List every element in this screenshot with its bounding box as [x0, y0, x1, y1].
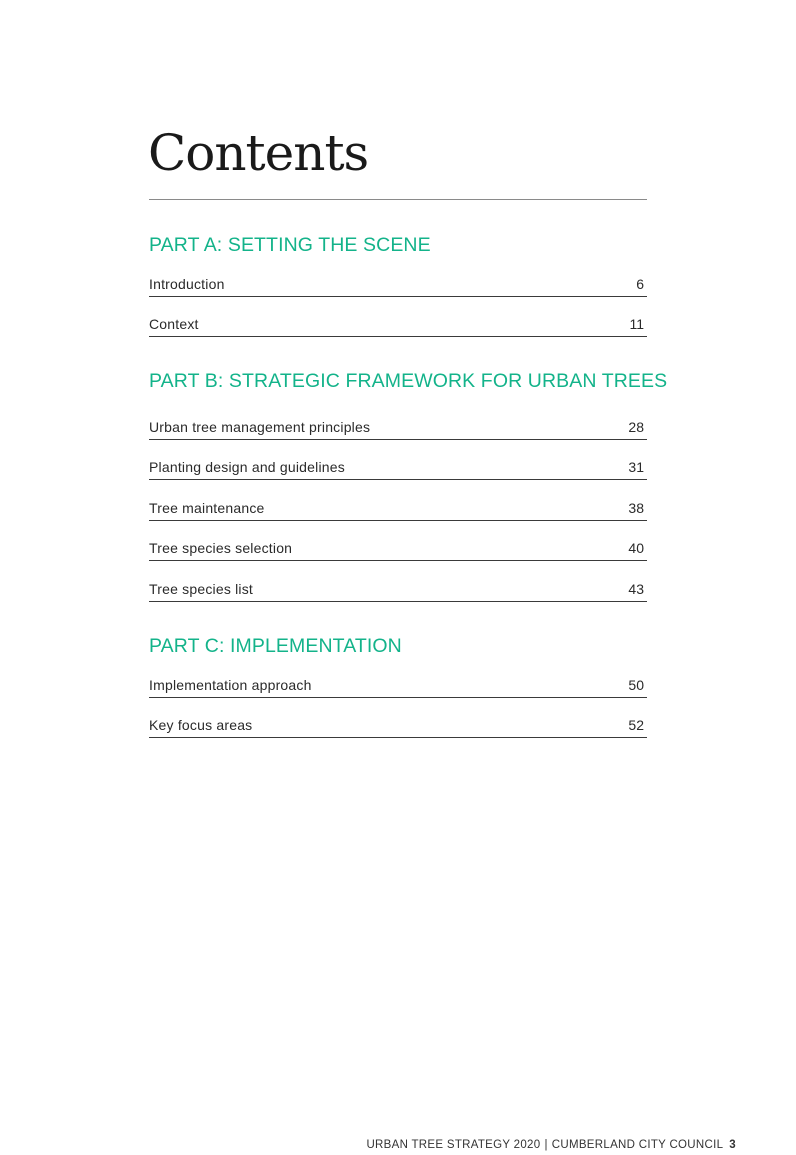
toc-entry-label: Key focus areas — [149, 717, 253, 733]
toc-section-part-b — [149, 369, 668, 602]
toc-entry-page-number: 50 — [628, 676, 644, 693]
toc-entry-label: Planting design and guidelines — [149, 459, 345, 475]
toc-entry-tree-species-list[interactable] — [149, 561, 647, 602]
toc-entry-label: Introduction — [149, 275, 225, 292]
footer-document-title: URBAN TREE STRATEGY 2020 — [366, 1139, 541, 1151]
toc-entry-page-number: 31 — [628, 459, 644, 475]
toc-section-part-c — [149, 634, 647, 738]
section-heading: PART B: STRATEGIC FRAMEWORK FOR URBAN TREES — [149, 370, 668, 392]
toc-list — [149, 657, 647, 738]
toc-entry-key-focus-areas[interactable] — [149, 698, 647, 739]
page-title: Contents — [148, 124, 369, 182]
toc-entry-label: Context — [149, 316, 199, 332]
toc-section-part-a — [149, 233, 647, 337]
toc-entry-label: Implementation approach — [149, 676, 312, 693]
toc-entry-tree-maintenance[interactable] — [149, 480, 647, 521]
toc-entry-page-number: 11 — [629, 316, 644, 332]
toc-list — [149, 399, 647, 602]
toc-entry-page-number: 43 — [628, 580, 644, 597]
toc-entry-page-number: 40 — [628, 540, 644, 556]
toc-entry-page-number: 38 — [628, 499, 644, 516]
title-divider — [149, 199, 647, 200]
toc-entry-label: Tree species list — [149, 580, 254, 597]
toc-entry-context[interactable] — [149, 297, 647, 338]
toc-entry-tree-species-selection[interactable] — [149, 521, 647, 562]
toc-entry-page-number: 28 — [628, 418, 644, 435]
toc-entry-label: Tree species selection — [149, 540, 293, 556]
footer-page-number: 3 — [729, 1139, 736, 1151]
toc-entry-label: Tree maintenance — [149, 499, 265, 516]
toc-entry-page-number: 6 — [636, 275, 644, 292]
toc-entry-urban-tree-management-principles[interactable] — [149, 399, 647, 440]
page-footer — [366, 1139, 736, 1151]
toc-list — [149, 256, 647, 337]
toc-entry-planting-design-and-guidelines[interactable] — [149, 440, 647, 481]
section-heading: PART A: SETTING THE SCENE — [149, 234, 431, 256]
toc-entry-introduction[interactable] — [149, 256, 647, 297]
toc-entry-page-number: 52 — [628, 717, 644, 733]
section-heading: PART C: IMPLEMENTATION — [149, 635, 402, 657]
footer-organisation: CUMBERLAND CITY COUNCIL — [551, 1139, 724, 1151]
toc-entry-label: Urban tree management principles — [149, 418, 371, 435]
footer-separator: | — [544, 1139, 548, 1151]
toc-entry-implementation-approach[interactable] — [149, 657, 647, 698]
